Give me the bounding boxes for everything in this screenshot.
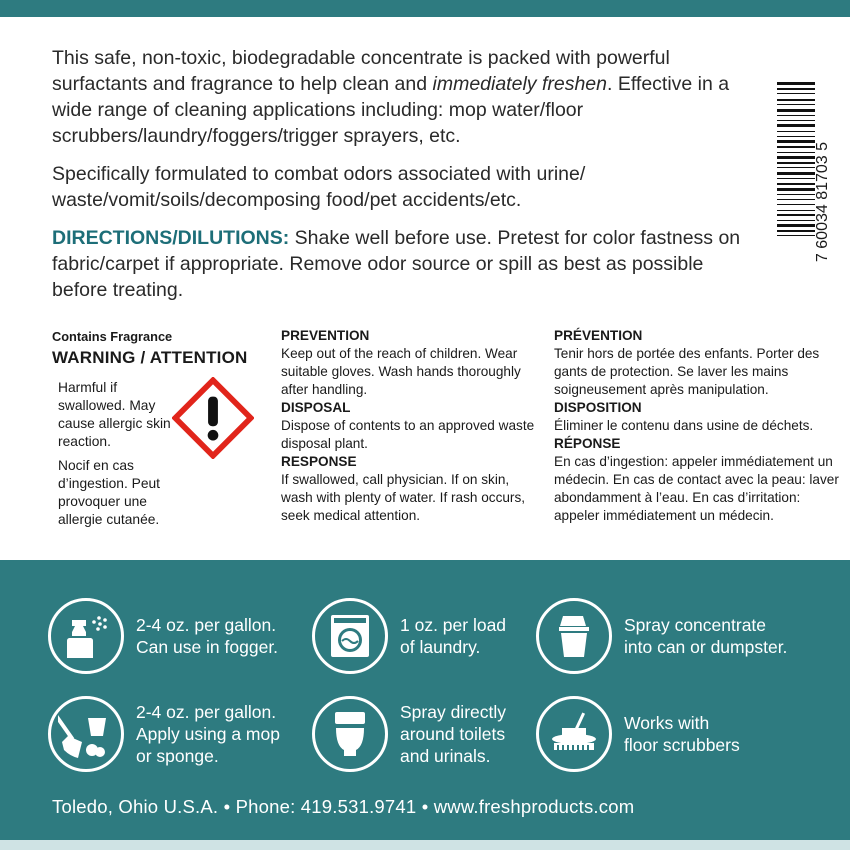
response-heading-fr: RÉPONSE [554, 436, 621, 451]
barcode-bar [777, 162, 815, 164]
feature-dumpster-text: Spray concentrate into can or dumpster. [624, 615, 788, 657]
barcode-bar [777, 210, 815, 211]
safety-section [0, 327, 850, 552]
barcode-bar [777, 178, 815, 179]
feature-fogger [48, 598, 278, 674]
directions-heading: DIRECTIONS/DILUTIONS: [52, 227, 290, 249]
mop-bucket-icon [48, 696, 124, 772]
barcode-bar [777, 220, 815, 221]
washing-machine-icon [312, 598, 388, 674]
barcode [777, 82, 837, 322]
feature-laundry-text: 1 oz. per load of laundry. [400, 615, 507, 657]
top-color-band [0, 0, 850, 17]
intro-paragraph: This safe, non-toxic, biodegradable concentrate is packed with powerful surfactants and fragrance to help clean and immediately freshen. Effective in a wide range of cleaning applications including: mop water/floor scrubbers/laundry/foggers/trigger sprayers, etc. [52, 47, 730, 147]
barcode-bar [777, 199, 815, 200]
product-description [52, 45, 752, 315]
trash-can-icon [536, 598, 612, 674]
barcode-bar [777, 224, 815, 227]
barcode-bar [777, 204, 815, 205]
warning-block [52, 327, 267, 527]
barcode-bar [777, 167, 815, 168]
prevention-heading-fr: PRÉVENTION [554, 328, 643, 343]
odor-paragraph: Specifically formulated to combat odors associated with urine/ waste/vomit/soils/decomposing food/pet accidents/etc. [52, 163, 586, 211]
disposal-text: Dispose of contents to an approved waste disposal plant. [281, 418, 535, 451]
barcode-bar [777, 183, 815, 185]
warning-label: WARNING / ATTENTION [52, 348, 248, 367]
french-precautions [554, 327, 844, 525]
barcode-bar [777, 146, 815, 148]
barcode-bar [777, 214, 815, 216]
toilet-icon [312, 696, 388, 772]
directions-paragraph: DIRECTIONS/DILUTIONS: Shake well before use. Pretest for color fastness on fabric/carpet if appropriate. Remove odor source or spill as best as possible before treating. [52, 227, 741, 301]
barcode-digits: 7 60034 81703 5 [814, 141, 831, 263]
barcode-bar [777, 131, 815, 132]
feature-mop [48, 696, 280, 772]
hazard-french: Nocif en cas d’ingestion. Peut provoquer une allergie cutanée. [58, 458, 161, 527]
barcode-bar [777, 194, 815, 195]
barcode-bar [777, 140, 815, 143]
spray-bottle-icon [48, 598, 124, 674]
prevention-text-fr: Tenir hors de portée des enfants. Porter des gants de protection. Se laver les mains soigneusement après manipulation. [554, 346, 820, 397]
ghs-exclamation-icon [172, 377, 254, 459]
bottom-color-band [0, 840, 850, 850]
english-precautions [281, 327, 543, 525]
prevention-heading: PREVENTION [281, 328, 370, 343]
feature-fogger-text: 2-4 oz. per gallon. Can use in fogger. [136, 615, 279, 657]
barcode-bar [777, 88, 815, 90]
disposal-heading: DISPOSAL [281, 400, 351, 415]
response-text: If swallowed, call physician. If on skin, wash with plenty of water. If rash occurs, seek medical attention. [281, 472, 526, 523]
barcode-bar [777, 124, 815, 127]
feature-mop-text: 2-4 oz. per gallon. Apply using a mop or sponge. [136, 702, 280, 766]
feature-scrubber-text: Works with floor scrubbers [624, 713, 740, 755]
feature-scrubber [536, 696, 740, 772]
barcode-bar [777, 109, 815, 112]
floor-scrubber-icon [536, 696, 612, 772]
feature-laundry [312, 598, 506, 674]
barcode-bar [777, 230, 815, 232]
feature-dumpster [536, 598, 787, 674]
barcode-bar [777, 136, 815, 137]
barcode-bars [777, 82, 815, 236]
barcode-bar [777, 115, 815, 116]
disposal-text-fr: Éliminer le contenu dans usine de déchets. [554, 418, 814, 433]
hazard-english: Harmful if swallowed. May cause allergic skin reaction. [58, 380, 171, 449]
response-text-fr: En cas d’ingestion: appeler immédiatement un médecin. En cas de contact avec la peau: laver abondamment à l’eau. En cas d’irritation: appeler immédiatement un médecin. [554, 454, 839, 523]
feature-toilet-text: Spray directly around toilets and urinals. [400, 702, 507, 766]
response-heading: RESPONSE [281, 454, 357, 469]
barcode-bar [777, 156, 815, 159]
hazard-statements [58, 379, 178, 529]
barcode-bar [777, 152, 815, 153]
barcode-bar [777, 99, 815, 101]
feature-toilet [312, 696, 506, 772]
barcode-bar [777, 188, 815, 191]
barcode-bar [777, 172, 815, 175]
barcode-bar [777, 235, 815, 236]
contact-footer: Toledo, Ohio U.S.A. • Phone: 419.531.9741 • www.freshproducts.com [52, 796, 635, 817]
barcode-bar [777, 120, 815, 121]
prevention-text: Keep out of the reach of children. Wear suitable gloves. Wash hands thoroughly after handling. [281, 346, 521, 397]
barcode-bar [777, 82, 815, 85]
disposal-heading-fr: DISPOSITION [554, 400, 642, 415]
barcode-bar [777, 93, 815, 94]
barcode-bar [777, 104, 815, 105]
contains-fragrance-label: Contains Fragrance [52, 329, 173, 344]
